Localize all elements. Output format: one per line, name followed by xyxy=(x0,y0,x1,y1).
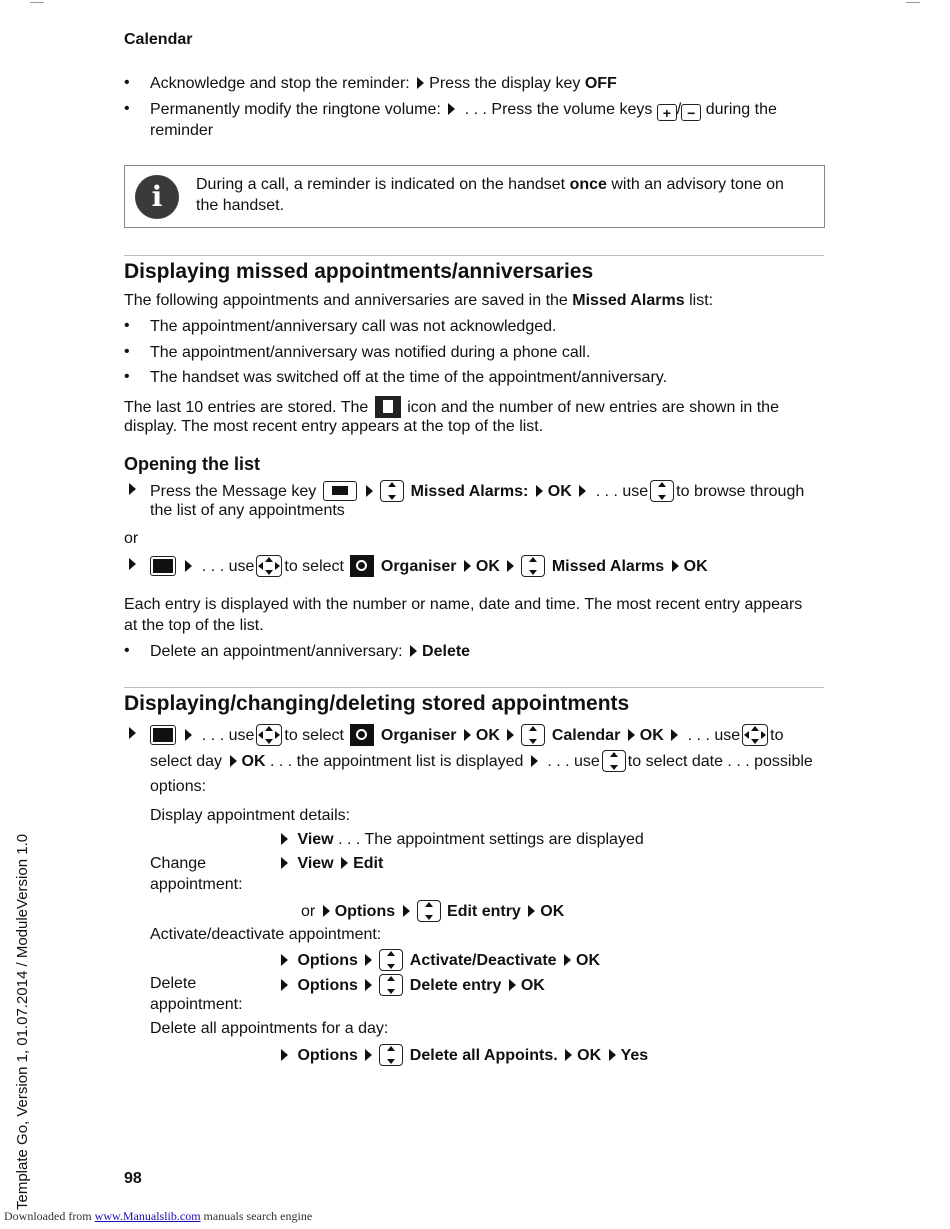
nav-updown-icon xyxy=(650,480,674,502)
label-change-cont: appointment: xyxy=(150,876,243,893)
arrow-icon xyxy=(365,1049,372,1061)
step-arrow xyxy=(126,724,141,744)
arrow-icon xyxy=(341,857,348,869)
menu-key-icon xyxy=(150,556,176,576)
action-change-alt: or Options Edit entry OK xyxy=(301,900,564,922)
label-activate: Activate/deactivate appointment: xyxy=(150,926,382,943)
running-header: Calendar xyxy=(124,31,193,48)
arrow-icon xyxy=(464,729,471,741)
message-key-icon xyxy=(323,481,357,501)
bullet-volume: Permanently modify the ringtone volume: . . . Press the volume keys + / − during the xyxy=(150,101,777,121)
arrow-icon xyxy=(609,1049,616,1061)
page-number: 98 xyxy=(124,1170,142,1187)
organiser-icon xyxy=(350,555,374,577)
arrow-icon xyxy=(565,1049,572,1061)
arrow-icon xyxy=(509,979,516,991)
info-text-cont: the handset. xyxy=(196,197,285,214)
missed-item: The appointment/anniversary was notified during a phone call. xyxy=(150,344,591,361)
arrow-icon xyxy=(403,905,410,917)
arrow-icon xyxy=(507,560,514,572)
bullet: • xyxy=(124,74,130,91)
arrow-icon xyxy=(410,645,417,657)
or-label: or xyxy=(124,530,139,547)
missed-last-entries-cont: display. The most recent entry appears at the top of the list. xyxy=(124,418,544,435)
arrow-icon xyxy=(417,77,424,89)
arrow-icon xyxy=(281,857,288,869)
arrow-icon xyxy=(579,485,586,497)
action-view: View . . . The appointment settings are displayed xyxy=(278,830,644,850)
step-arrow-icon xyxy=(129,558,136,570)
arrow-icon xyxy=(671,729,678,741)
nav-4way-icon xyxy=(742,724,768,746)
nav-updown-icon xyxy=(379,949,403,971)
bullet: • xyxy=(124,317,130,334)
missed-intro: The following appointments and anniversaries are saved in the Missed Alarms list: xyxy=(124,292,714,309)
missed-item: The appointment/anniversary call was not acknowledged. xyxy=(150,318,557,335)
nav-updown-icon xyxy=(417,900,441,922)
download-footer: Downloaded from www.Manualslib.com manuals search engine xyxy=(4,1209,313,1223)
arrow-icon xyxy=(185,729,192,741)
each-entry-text-cont: at the top of the list. xyxy=(124,617,264,634)
nav-4way-icon xyxy=(256,555,282,577)
plus-key-icon: + xyxy=(657,104,677,121)
bullet: • xyxy=(124,100,130,117)
label-delete-all: Delete all appointments for a day: xyxy=(150,1020,389,1037)
stored-step-line-3: options: xyxy=(150,778,207,795)
nav-updown-icon xyxy=(521,724,545,746)
arrow-icon xyxy=(185,560,192,572)
action-activate: Options Activate/Deactivate OK xyxy=(278,949,600,971)
arrow-icon xyxy=(230,755,237,767)
bullet-acknowledge: Acknowledge and stop the reminder: Press the display key OFF xyxy=(150,75,617,92)
arrow-icon xyxy=(281,954,288,966)
info-box xyxy=(124,165,825,228)
arrow-icon xyxy=(281,833,288,845)
missed-last-entries: The last 10 entries are stored. The icon and the number of new entries are shown in the xyxy=(124,396,779,418)
arrow-icon xyxy=(281,1049,288,1061)
step-arrow xyxy=(126,555,141,575)
arrow-icon xyxy=(628,729,635,741)
label-display-details: Display appointment details: xyxy=(150,807,351,824)
bullet: • xyxy=(124,343,130,360)
opening-step-1-cont: the list of any appointments xyxy=(150,502,345,519)
opening-step-1: Press the Message key Missed Alarms: OK . . . use to browse through xyxy=(150,480,804,502)
bullet: • xyxy=(124,368,130,385)
each-entry-text: Each entry is displayed with the number or name, date and time. The most recent entry appears xyxy=(124,596,803,613)
arrow-icon xyxy=(507,729,514,741)
arrow-icon xyxy=(281,979,288,991)
stored-step-line-1: . . . use to select Organiser OK Calendar OK . . . use to xyxy=(148,724,783,746)
heading-missed: Displaying missed appointments/anniversaries xyxy=(124,260,594,283)
arrow-icon xyxy=(531,755,538,767)
manualslib-link[interactable]: www.Manualslib.com xyxy=(94,1209,201,1223)
step-arrow-icon xyxy=(129,727,136,739)
menu-key-icon xyxy=(150,725,176,745)
arrow-icon xyxy=(365,979,372,991)
arrow-icon xyxy=(464,560,471,572)
arrow-icon xyxy=(564,954,571,966)
action-delete-all: Options Delete all Appoints. OK Yes xyxy=(278,1044,648,1066)
nav-updown-icon xyxy=(521,555,545,577)
delete-bullet: Delete an appointment/anniversary: Delete xyxy=(150,643,471,660)
nav-updown-icon xyxy=(379,1044,403,1066)
info-text: During a call, a reminder is indicated on the handset once with an advisory tone on xyxy=(196,176,784,193)
organiser-icon xyxy=(350,724,374,746)
bullet-volume-cont: reminder xyxy=(150,122,214,139)
info-icon: i xyxy=(135,175,179,219)
heading-stored: Displaying/changing/deleting stored appointments xyxy=(124,692,630,715)
opening-step-2: . . . use to select Organiser OK Missed Alarms OK xyxy=(148,555,708,577)
nav-4way-icon xyxy=(256,724,282,746)
nav-updown-icon xyxy=(380,480,404,502)
step-arrow-icon xyxy=(129,483,136,495)
calendar-icon xyxy=(375,396,401,418)
step-arrow xyxy=(126,480,141,500)
heading-opening: Opening the list xyxy=(124,454,261,474)
off-key-label: OFF xyxy=(584,75,617,92)
section-divider xyxy=(124,687,824,688)
crop-mark xyxy=(906,2,920,3)
label-delete-cont: appointment: xyxy=(150,996,243,1013)
arrow-icon xyxy=(366,485,373,497)
arrow-icon xyxy=(672,560,679,572)
action-change: View Edit xyxy=(278,854,383,874)
arrow-icon xyxy=(323,905,330,917)
label-change: Change xyxy=(150,855,207,872)
missed-item: The handset was switched off at the time of the appointment/anniversary. xyxy=(150,369,668,386)
arrow-icon xyxy=(536,485,543,497)
minus-key-icon: − xyxy=(681,104,701,121)
action-delete: Options Delete entry OK xyxy=(278,974,545,996)
arrow-icon xyxy=(365,954,372,966)
arrow-icon xyxy=(448,103,455,115)
arrow-icon xyxy=(528,905,535,917)
sidebar-version-text: Template Go, Version 1, 01.07.2014 / ModuleVersion 1.0 xyxy=(14,833,31,1210)
nav-updown-icon xyxy=(602,750,626,772)
label-delete: Delete xyxy=(150,975,197,992)
nav-updown-icon xyxy=(379,974,403,996)
crop-mark xyxy=(30,2,44,3)
section-divider xyxy=(124,255,824,256)
stored-step-line-2: select day OK . . . the appointment list is displayed . . . use to select date . . . possible xyxy=(150,750,813,772)
bullet: • xyxy=(124,642,130,659)
